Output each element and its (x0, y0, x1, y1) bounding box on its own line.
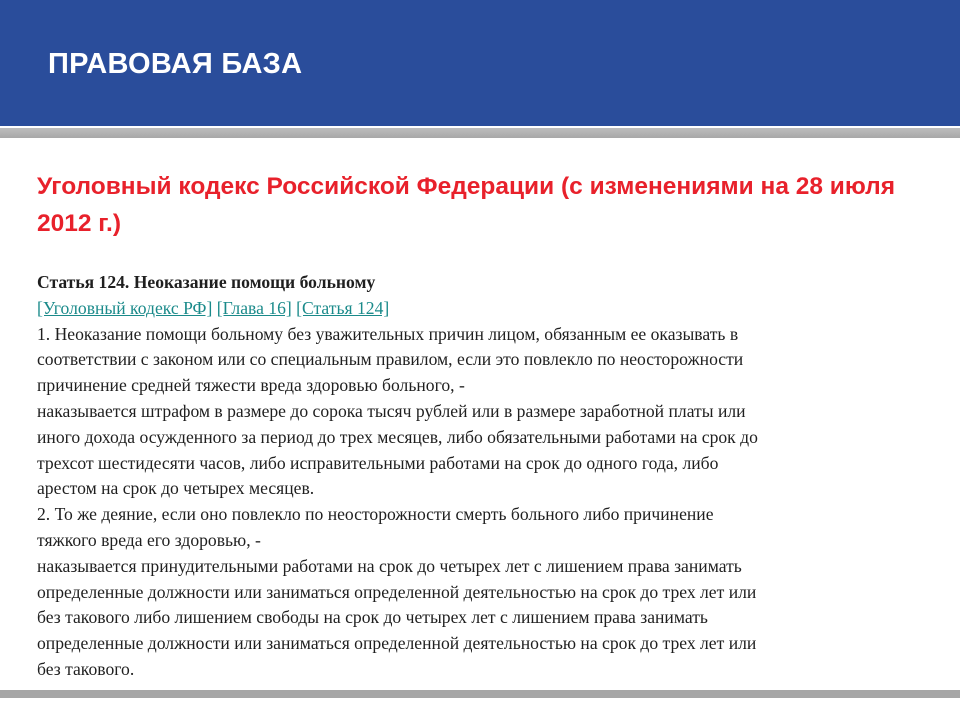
article-text-line: причинение средней тяжести вреда здоровью больного, - (37, 375, 465, 396)
slide-title: ПРАВОВАЯ БАЗА (48, 48, 303, 80)
document-heading: Уголовный кодекс Российской Федерации (с изменениями на 28 июля 2012 г.) (37, 173, 896, 237)
article-text-line: трехсот шестидесяти часов, либо исправительными работами на срок до одного года, либо (37, 452, 719, 473)
article-text-line: определенные должности или заниматься определенной деятельностью на срок до трех лет или (37, 633, 757, 654)
article-text-line: иного дохода осужденного за период до трех месяцев, либо обязательными работами на срок до (37, 426, 758, 447)
article-text-line: без такового. (37, 658, 135, 679)
footer-divider (0, 690, 960, 698)
article-text-line: соответствии с законом или со специальным правилом, если это повлекло по неосторожности (37, 349, 744, 370)
link-article-124[interactable]: [Статья 124] (296, 297, 390, 318)
article-text-line: без такового либо лишением свободы на срок до четырех лет с лишением права занимать (37, 607, 708, 628)
header-divider (0, 128, 960, 138)
article-text-line: 2. То же деяние, если оно повлекло по неосторожности смерть больного либо причинение (37, 504, 714, 525)
article-text-line: тяжкого вреда его здоровью, - (37, 529, 261, 550)
article-text-line: наказывается штрафом в размере до сорока тысяч рублей или в размере заработной платы или (37, 400, 746, 421)
article-text-line: наказывается принудительными работами на срок до четырех лет с лишением права занимать (37, 555, 742, 576)
breadcrumb-links (37, 296, 937, 322)
link-criminal-code[interactable]: [Уголовный кодекс РФ] (37, 297, 213, 318)
article-text-line: определенные должности или заниматься определенной деятельностью на срок до трех лет или (37, 581, 757, 602)
article-text-line: 1. Неоказание помощи больному без уважительных причин лицом, обязанным ее оказывать в (37, 323, 739, 344)
article-body (37, 270, 937, 683)
link-chapter-16[interactable]: [Глава 16] (216, 297, 292, 318)
article-title: Статья 124. Неоказание помощи больному (37, 272, 376, 292)
title-banner (0, 0, 960, 126)
article-text-line: арестом на срок до четырех месяцев. (37, 478, 315, 499)
